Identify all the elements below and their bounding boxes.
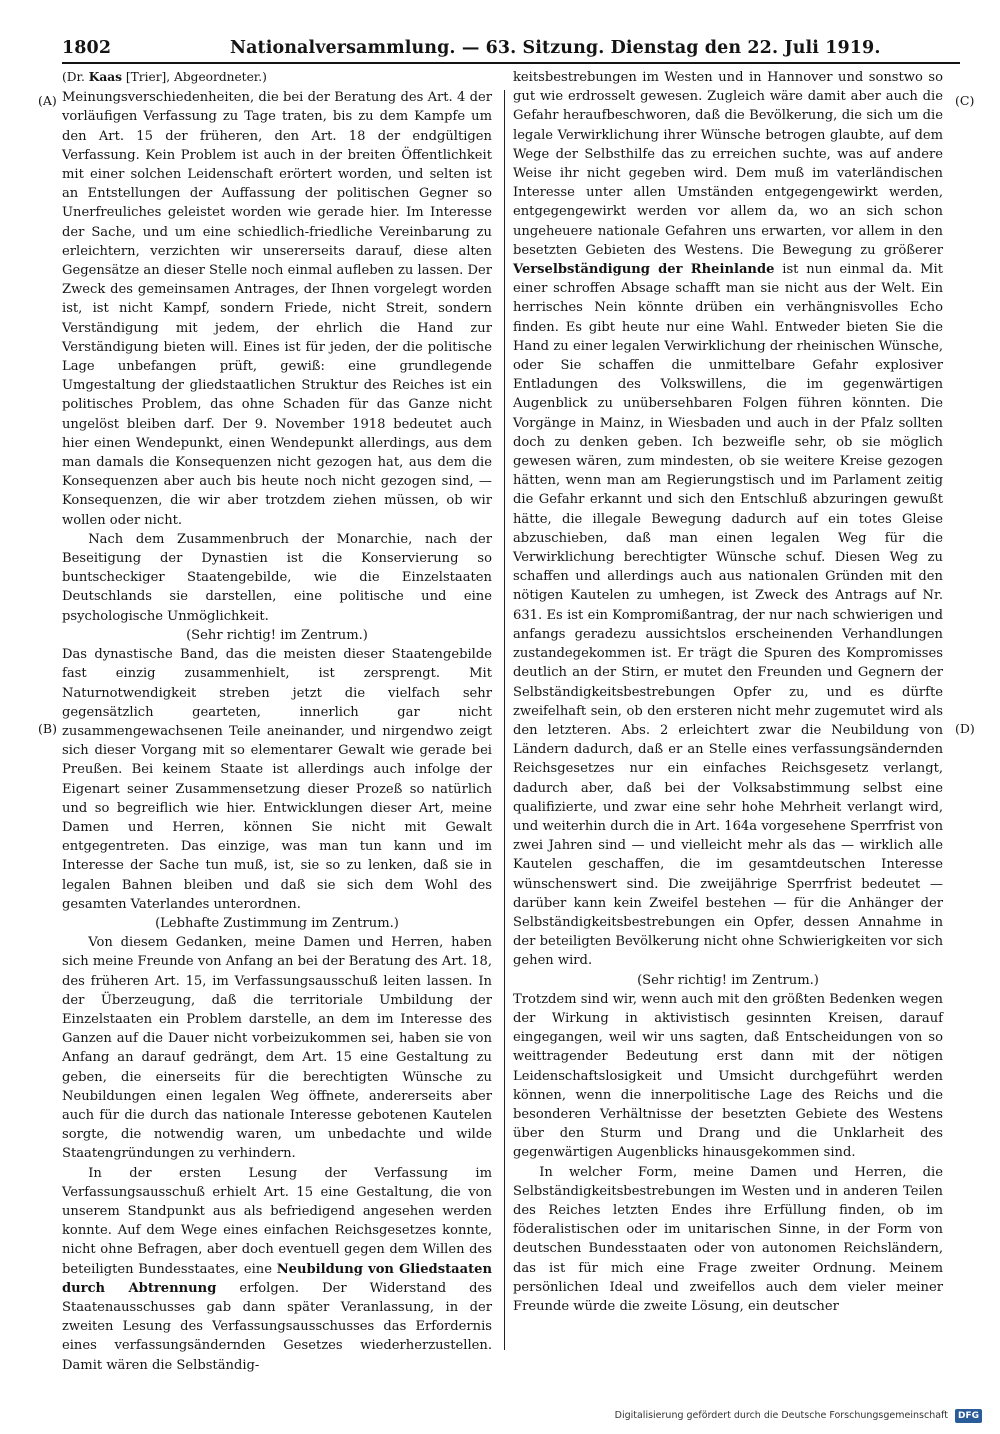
right-column (513, 68, 943, 1316)
page-header (62, 36, 960, 64)
emphasis-text: Verselbständigung der Rheinlande (513, 262, 775, 278)
paragraph: Trotzdem sind wir, wenn auch mit den größten Bedenken wegen der Wirkung in aktivistisch gesinnten Kreisen, darauf eingegangen, weil wir uns sagten, daß Entscheidungen von so weittragender Bedeutung erst dann mit der nötigen Leidenschaftslosigkeit und Umsicht durchgeführt werden können, wenn die innerpolitische Lage des Reichs und die besonderen Verhältnisse der besetzten Gebiete des Westens über den Sturm und Drang und die Unklarheit des gegenwärtigen Augenblicks hinausgekommen sind. (513, 991, 943, 1161)
interjection: (Lebhafte Zustimmung im Zentrum.) (155, 915, 399, 931)
left-column (62, 68, 492, 1375)
speaker-line: (Dr. Kaas [Trier], Abgeordneter.) (62, 70, 267, 84)
paragraph: keitsbestrebungen im Westen und in Hannover und sonstwo so gut wie erdrosselt gewesen. Zugleich wäre damit aber auch die Gefahr heraufbeschworen, daß die Bevölkerung, die sich um die legale Verwirklichung ihrer Wünsche betrogen glaubte, auf dem Wege der Selbsthilfe das zu erreichen suchte, was auf andere Weise ihr nicht gegeben wird. Dem muß im vaterländischen Interesse unter allen Umständen entgegengewirkt werden, entgegengewirkt werden vor allem da, wo an sich schon ungeheuere nationale Gefahren uns erwarten, vor allem in den besetzten Gebieten des Westens. Die Bewegung zu größerer Verselbständigung der Rheinlande ist nun einmal da. Mit einer schroffen Absage schafft man sie nicht aus der Welt. Ein herrisches Nein könnte drüben ein verhängnisvolles Echo finden. Es gibt heute nur eine Wahl. Entweder bieten Sie die Hand zu einer legalen Verwirklichung der rheinischen Wünsche, oder Sie schaffen die unmittelbare Gefahr explosiver Entladungen des Volkswillens, die im gegenwärtigen Augenblick zu unübersehbaren Folgen führen könnten. Die Vorgänge in Mainz, in Wiesbaden und auch in der Pfalz sollten doch zu denken geben. Ich bezweifle sehr, ob sie möglich gewesen wären, zum mindesten, ob sie weitere Kreise gezogen hätten, wenn man am Regierungstisch und im Parlament zeitig die Gefahr erkannt und sich den Entschluß abzuringen gewußt hätte, die illegale Bewegung dadurch auf ein totes Gleise abzuschieben, daß man einen legalen Weg für die Verwirklichung berechtigter Wünsche schuf. Diesen Weg zu schaffen und allerdings auch aus nationalen Gründen mit den nötigen Kautelen zu umhegen, ist Zweck des Antrags auf Nr. 631. Es ist ein Kompromißantrag, der nur nach schwierigen und anfangs geradezu aussichtslos erscheinenden Verhandlungen zustandegekommen ist. Er trägt die Spuren des Kompromisses deutlich an der Stirn, er mutet den Freunden und Gegnern der Selbständigkeitsbestrebungen Opfer zu, und es dürfte zweifelhaft sein, ob den ersteren nicht mehr zugemutet wird als den letzteren. Abs. 2 erleichtert zwar die Neubildung von Ländern dadurch, daß er an Stelle eines verfassungsändernden Reichsgesetzes nur ein einfaches Reichsgesetz verlangt, dadurch aber, daß bei der Volksabstimmung selbst eine qualifizierte, und zwar eine sehr hohe Mehrheit verlangt wird, und weiterhin durch die in Art. 164a vorgesehene Sperrfrist von zwei Jahren sind — und vielleicht mehr als das — wirklich alle Kautelen geschaffen, die im gesamtdeutschen Interesse wünschenswert sind. Die zweijährige Sperrfrist bedeutet — darüber kann kein Zweifel bestehen — für die Anhänger der Selbständigkeitsbestrebungen ein Opfer, dessen Annahme in der beteiligten Bevölkerung nicht ohne Schwierigkeiten vor sich gehen wird. (513, 70, 943, 969)
page-number: 1802 (62, 38, 112, 58)
margin-marker-a: (A) (38, 93, 57, 108)
running-title: Nationalversammlung. — 63. Sitzung. Dienstag den 22. Juli 1919. (230, 38, 881, 58)
margin-marker-d: (D) (955, 721, 975, 736)
margin-marker-c: (C) (955, 93, 975, 108)
emphasis-text: Neubildung von Gliedstaaten durch Abtrennung (62, 1261, 492, 1296)
interjection: (Sehr richtig! im Zentrum.) (186, 627, 368, 643)
interjection: (Sehr richtig! im Zentrum.) (637, 972, 819, 988)
dfg-logo: DFG (955, 1409, 982, 1423)
paragraph: Nach dem Zusammenbruch der Monarchie, nach der Beseitigung der Dynastien ist die Konservierung so buntscheckiger Staatengebilde, wie die Einzelstaaten Deutschlands sie darstellen, eine politische und eine psychologische Unmöglichkeit. (62, 531, 492, 624)
margin-marker-b: (B) (38, 721, 57, 736)
digitization-credit (615, 1406, 982, 1426)
paragraph: Das dynastische Band, das die meisten dieser Staatengebilde fast einzig zusammenhielt, ist zersprengt. Mit Naturnotwendigkeit streben jetzt die vielfach sehr gegensätzlich gearteten, innerlich gar nicht zusammengewachsenen Teile aneinander, und nirgendwo zeigt sich dieser Vorgang mit so elementarer Gewalt wie gerade bei Preußen. Bei keinem Staate ist allerdings auch infolge der Eigenart seiner Zusammensetzung dieser Prozeß so natürlich und so begreiflich wie hier. Entwicklungen dieser Art, meine Damen und Herren, können Sie nicht mit Gewalt entgegentreten. Das einzige, was man tun kann und im Interesse der Sache tun muß, ist, sie so zu lenken, daß sie in legalen Bahnen bleiben und daß sie sich dem Wohl des gesamten Vaterlandes unterordnen. (62, 647, 492, 912)
paragraph: Von diesem Gedanken, meine Damen und Herren, haben sich meine Freunde von Anfang an bei der Beratung des Art. 18, des früheren Art. 15, im Verfassungsausschuß leiten lassen. In der Überzeugung, daß die territoriale Umbildung der Einzelstaaten ein Problem darstelle, an dem im Interesse des Ganzen auf die Dauer nicht vorbeizukommen sei, haben sie von Anfang an darauf gedrängt, dem Art. 15 eine Gestaltung zu geben, die einerseits für die berechtigten Wünsche zu Neubildungen einen legalen Weg öffnete, andererseits aber auch für die durch das nationale Interesse gebotenen Kautelen sorgte, die notwendig waren, um unbedachte und wilde Staatengründungen zu verhindern. (62, 935, 492, 1162)
column-divider (504, 90, 505, 1350)
credit-text: Digitalisierung gefördert durch die Deutsche Forschungsgemeinschaft (614, 1410, 948, 1421)
header-rule (62, 62, 960, 64)
paragraph: Meinungsverschiedenheiten, die bei der Beratung des Art. 4 der vorläufigen Verfassung zu Tage traten, bis zu dem Kampfe um den Art. 15 der früheren, den Art. 18 der endgültigen Verfassung. Kein Problem ist auch in der breiten Öffentlichkeit mit einer solchen Leidenschaft erörtert worden, und selten ist an Entstellungen der Auffassung der politischen Gegner so Unerfreuliches geleistet worden wie gerade hier. Im Interesse der Sache, und um eine schiedlich-friedliche Vereinbarung zu erleichtern, verzichten wir unsererseits darauf, diese alten Gegensätze an dieser Stelle noch einmal aufleben zu lassen. Der Zweck des gemeinsamen Antrages, der Ihnen vorgelegt worden ist, ist nicht Kampf, sondern Friede, nicht Streit, sondern Verständigung mit jedem, der ehrlich die Hand zur Verständigung bieten will. Eines ist für jeden, der die politische Lage unbefangen prüft, gewiß: eine grundlegende Umgestaltung der gliedstaatlichen Struktur des Reiches ist ein politisches Problem, das ohne Schaden für das Ganze nicht ungelöst bleiben darf. Der 9. November 1918 bedeutet auch hier einen Wendepunkt, einen Wendepunkt allerdings, aus dem man damals die Konsequenzen nicht gezogen hat, aus dem die Konsequenzen aber auch bis heute noch nicht gezogen sind, — Konsequenzen, die wir aber trotzdem ziehen müssen, ob wir wollen oder nicht. (62, 90, 492, 528)
paragraph: In der ersten Lesung der Verfassung im Verfassungsausschuß erhielt Art. 15 eine Gestaltung, die von unserem Standpunkt aus als befriedigend angesehen werden konnte. Auf dem Wege eines einfachen Reichsgesetzes konnte, nicht ohne Befragen, aber doch eventuell gegen dem Willen des beteiligten Bundesstaates, eine Neubildung von Gliedstaaten durch Abtrennung erfolgen. Der Widerstand des Staatenausschusses gab dann später Veranlassung, in der zweiten Lesung des Verfassungsausschusses das Erfordernis eines verfassungsändernden Gesetzes wiederherzustellen. Damit wären die Selbständig- (62, 1165, 492, 1373)
speaker-name: Kaas (88, 70, 123, 84)
paragraph: In welcher Form, meine Damen und Herren, die Selbständigkeitsbestrebungen im Westen und in anderen Teilen des Reiches letzten Endes ihre Erfüllung finden, ob im föderalistischen oder im unitarischen Sinne, in der Form von deutschen Bundesstaaten oder von autonomen Reichsländern, das ist für mich eine Frage zweiter Ordnung. Meinem persönlichen Ideal und zweifellos auch dem vieler meiner Freunde würde die zweite Lösung, ein deutscher (513, 1164, 943, 1314)
